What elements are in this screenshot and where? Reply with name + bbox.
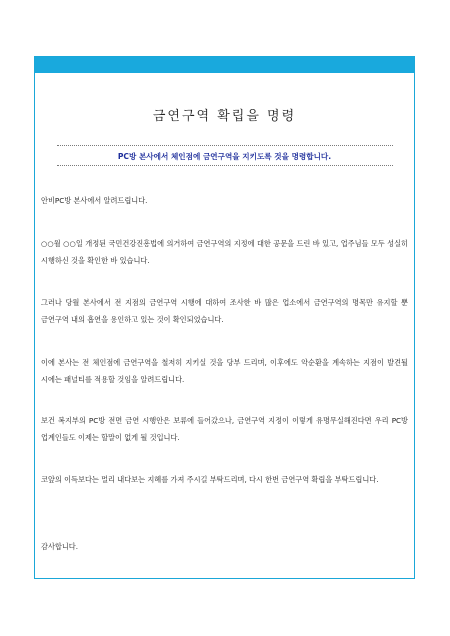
document-subtitle: PC방 본사에서 체인점에 금연구역을 지키도록 것을 명령합니다. (117, 152, 332, 161)
paragraph-1: ○○월 ○○일 개정된 국민건강진흥법에 의거하여 금연구역의 지정에 대한 공문을 드린 바 있고, 업주님들 모두 성실히 시행하신 것을 확인한 바 있습니다. (41, 239, 408, 265)
paragraph-2: 그러나 당월 본사에서 전 지점의 금연구역 시행에 대하여 조사한 바 많은 업소에서 금연구역의 명목만 유지할 뿐 금연구역 내의 흡연을 용인하고 있는 것이 확인되었습니다. (41, 298, 408, 324)
paragraph-greeting: 안비PC방 본사에서 알려드립니다. (41, 196, 148, 205)
paragraph-5: 코앞의 이득보다는 멀리 내다보는 지혜를 가져 주시길 부탁드리며, 다시 한번 금연구역 확립을 부탁드립니다. (41, 475, 379, 484)
document-title: 금연구역 확립을 명령 (152, 109, 297, 124)
divider-top (57, 145, 393, 146)
divider-bottom (57, 165, 393, 166)
document-page (34, 56, 415, 579)
paragraph-4: 보건 복지부의 PC방 전면 금연 시행안은 보류에 들어갔으나, 금연구역 지정이 이렇게 유명무실해진다면 우리 PC방 업계인들도 이제는 할말이 없게 될 것입니다. (41, 416, 408, 442)
paragraph-closing: 감사합니다. (41, 542, 79, 551)
header-bar (35, 57, 414, 73)
paragraph-3: 이에 본사는 전 체인점에 금연구역을 철저히 지키실 것을 당부 드리며, 이후에도 악순환을 계속하는 지점이 발견될 시에는 패널티를 적용할 것임을 알려드립니다. (41, 358, 408, 384)
